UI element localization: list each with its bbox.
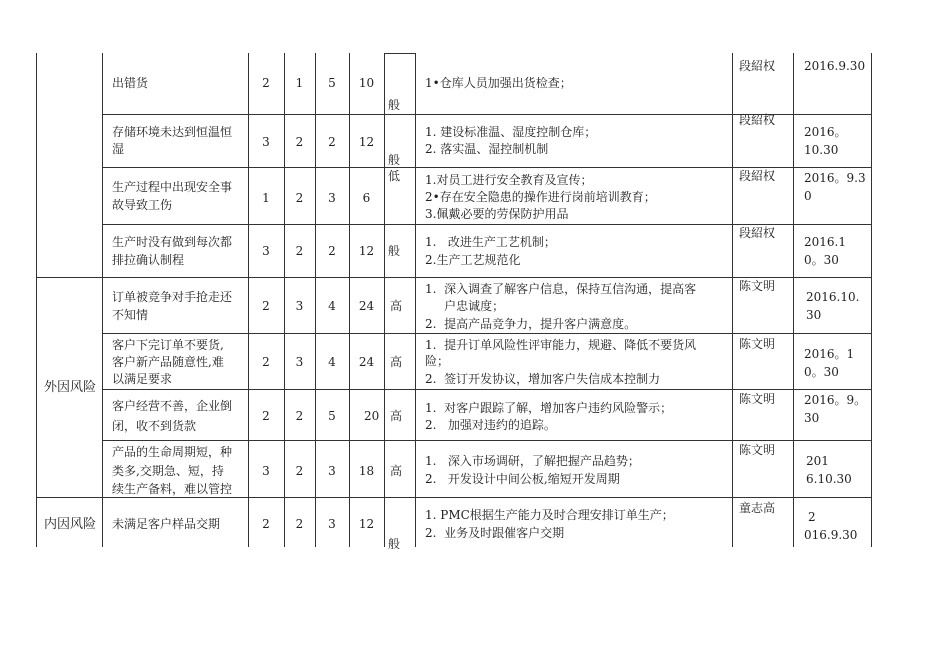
score-cell: 3 — [262, 135, 270, 149]
date: 0。30 — [804, 365, 839, 379]
col-divider — [793, 53, 794, 547]
row-divider — [102, 440, 871, 441]
score-cell: 3 — [328, 517, 336, 531]
date: 30 — [804, 411, 820, 425]
risk-level: 高 — [390, 299, 403, 313]
risk-level: 高 — [390, 409, 403, 423]
score-cell: 18 — [358, 464, 375, 478]
measure-line: 1. 深入调查了解客户信息，保持互信沟通，提高客 — [425, 282, 697, 296]
category-external-risk: 外因风险 — [44, 380, 97, 395]
risk-item: 不知情 — [112, 308, 149, 322]
score-cell: 12 — [358, 135, 375, 149]
measure-line: 1. 改进生产工艺机制； — [425, 235, 556, 249]
risk-item: 存储环境未达到恒温恒 — [112, 125, 233, 139]
risk-level: 高 — [390, 464, 403, 478]
score-cell: 3 — [295, 355, 304, 369]
date: 2016.9.30 — [804, 59, 866, 73]
score-cell: 2 — [295, 464, 304, 478]
date: 016.9.30 — [804, 528, 858, 542]
score-cell: 12 — [358, 517, 375, 531]
score-cell: 2 — [262, 355, 270, 369]
measure-line: 2. 加强对违约的追踪。 — [425, 418, 556, 432]
owner: 陈文明 — [739, 337, 776, 351]
risk-item: 未满足客户样品交期 — [112, 517, 221, 531]
score-cell: 24 — [358, 299, 375, 313]
score-cell: 2 — [262, 76, 270, 90]
score-cell: 10 — [358, 76, 375, 90]
row-divider — [102, 389, 871, 390]
risk-item: 生产时没有做到每次都 — [112, 235, 233, 249]
level-cell-top — [384, 53, 415, 54]
risk-item: 出错货 — [112, 76, 149, 90]
measure-line: 3.佩戴必要的劳保防护用品 — [425, 207, 569, 221]
risk-item: 类多,交期急、短，持 — [112, 464, 224, 478]
measure-line: 2.生产工艺规范化 — [425, 253, 521, 267]
measure-line: 2. 落实温、湿控制机制 — [425, 142, 549, 156]
date: 6.10.30 — [806, 472, 852, 486]
score-cell: 12 — [358, 244, 375, 258]
date: 2016.1 — [804, 235, 846, 249]
risk-item: 订单被竞争对手抢走还 — [112, 290, 233, 304]
score-cell: 1 — [262, 191, 270, 205]
score-cell: 4 — [328, 299, 336, 313]
date: 2016。9.3 — [804, 171, 866, 185]
owner: 陈文明 — [739, 443, 776, 457]
risk-item: 闭，收不到货款 — [112, 419, 197, 433]
measure-line: 1. 深入市场调研，了解把握产品趋势； — [425, 454, 640, 468]
score-cell: 2 — [295, 517, 304, 531]
risk-item: 以满足要求 — [112, 372, 173, 386]
score-cell: 3 — [295, 299, 304, 313]
score-cell: 2 — [262, 409, 270, 423]
score-cell: 2 — [295, 244, 304, 258]
risk-item: 湿 — [112, 142, 125, 156]
owner: 段紹权 — [739, 169, 776, 183]
risk-level: 低 — [388, 169, 401, 183]
measure-line: 1.对员工进行安全教育及宣传； — [425, 173, 593, 187]
score-cell: 5 — [328, 76, 336, 90]
score-cell: 6 — [362, 191, 371, 205]
score-cell: 2 — [262, 517, 270, 531]
score-cell: 5 — [328, 409, 336, 423]
date: 2 — [808, 510, 816, 524]
measure-line: 1. 提升订单风险性评审能力，规避、降低不要货风 — [425, 338, 697, 352]
col-divider — [732, 53, 733, 547]
owner: 段紹权 — [739, 226, 776, 240]
score-cell: 3 — [328, 464, 336, 478]
score-cell: 4 — [328, 355, 336, 369]
measure-line: 险； — [425, 354, 450, 368]
risk-level: 高 — [390, 355, 403, 369]
score-cell: 3 — [262, 244, 270, 258]
score-cell: 1 — [295, 76, 304, 90]
measure-line: 2•存在安全隐患的操作进行岗前培训教育； — [425, 190, 656, 204]
measure-line: 2. 业务及时跟催客户交期 — [425, 526, 565, 540]
score-cell: 20 — [364, 409, 380, 423]
col-divider — [102, 53, 103, 547]
owner: 段紹权 — [739, 113, 776, 127]
risk-level: 般 — [388, 244, 401, 258]
measure-line: 1. PMC根据生产能力及时合理安排订单生产； — [425, 508, 674, 522]
score-cell: 2 — [328, 244, 336, 258]
row-divider — [102, 333, 871, 334]
risk-item: 生产过程中出现安全事 — [112, 180, 233, 194]
risk-item: 排拉确认制程 — [112, 253, 185, 267]
score-cell: 24 — [358, 355, 375, 369]
owner: 陈文明 — [739, 279, 776, 293]
risk-item: 客户下完订单不要货, — [112, 338, 224, 352]
col-divider — [384, 53, 385, 547]
owner: 段紹权 — [739, 59, 776, 73]
category-internal-risk: 内因风险 — [44, 517, 97, 532]
date: 2016。9。 — [804, 393, 867, 407]
date: 2016。1 — [804, 347, 855, 361]
risk-item: 续生产备料，难以管控 — [112, 482, 233, 496]
risk-level: 般 — [388, 537, 401, 551]
measure-line: 1•仓库人员加强出货检查； — [425, 76, 572, 90]
col-divider — [36, 53, 37, 547]
risk-item: 客户新产品随意性,难 — [112, 355, 224, 369]
date: 2016.10. — [806, 290, 860, 304]
date: 201 — [806, 454, 829, 468]
score-cell: 2 — [295, 191, 304, 205]
measure-line: 2. 签订开发协议，增加客户失信成本控制力 — [425, 372, 661, 386]
score-cell: 3 — [328, 191, 336, 205]
score-cell: 3 — [262, 464, 270, 478]
score-cell: 2 — [262, 299, 270, 313]
col-divider — [871, 53, 872, 547]
measure-line: 户忠诚度； — [425, 299, 505, 313]
owner: 童志高 — [739, 501, 776, 515]
score-cell: 2 — [295, 135, 304, 149]
date: 10.30 — [804, 143, 839, 157]
score-cell: 2 — [295, 409, 304, 423]
owner: 陈文明 — [739, 392, 776, 406]
score-cell: 2 — [328, 135, 336, 149]
date: 2016。 — [804, 125, 847, 139]
risk-item: 客户经营不善，企业倒 — [112, 399, 233, 413]
date: 0。30 — [804, 253, 839, 267]
risk-level: 般 — [388, 153, 401, 167]
measure-line: 1. 建设标准温、湿度控制仓库； — [425, 125, 597, 139]
risk-item: 产品的生命周期短，种 — [112, 445, 233, 459]
risk-item: 故导致工伤 — [112, 198, 173, 212]
measure-line: 1. 对客户跟踪了解，增加客户违约风险警示； — [425, 401, 673, 415]
measure-line: 2. 提高产品竞争力，提升客户满意度。 — [425, 317, 637, 331]
col-divider — [415, 53, 416, 547]
risk-level: 般 — [388, 98, 401, 112]
measure-line: 2. 开发设计中间公板,缩短开发周期 — [425, 472, 620, 486]
date: 30 — [806, 308, 822, 322]
date: 0 — [804, 189, 812, 203]
